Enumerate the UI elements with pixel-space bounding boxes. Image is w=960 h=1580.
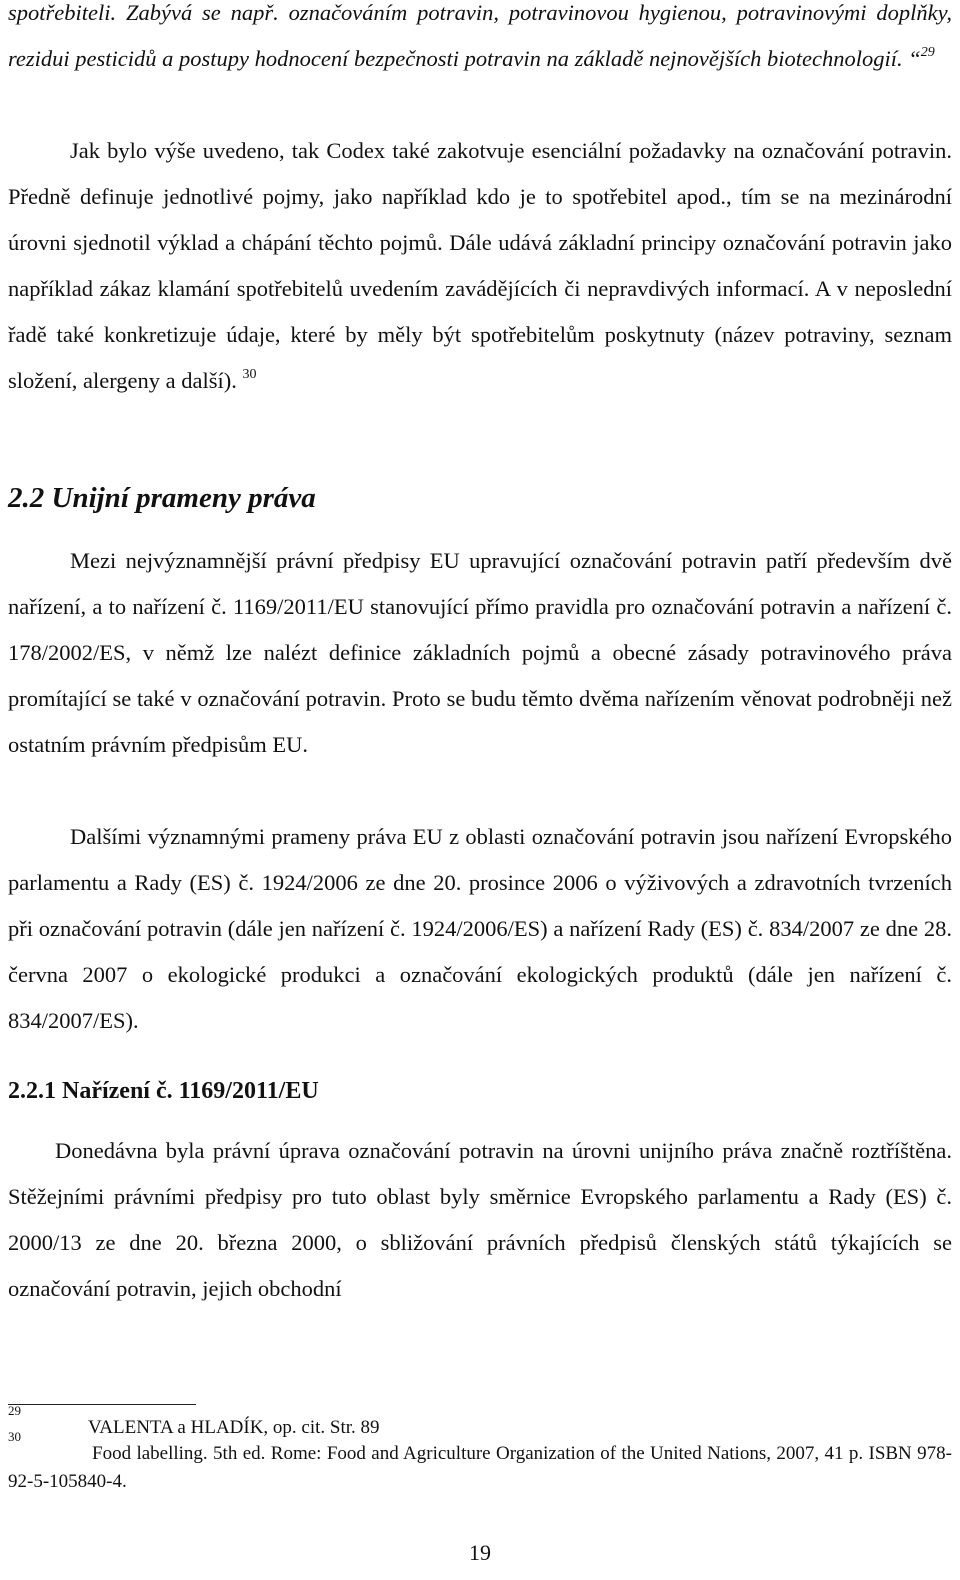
footnote-separator [8, 1404, 196, 1405]
footnote-text: Food labelling. 5th ed. Rome: Food and Agriculture Organization of the United Nations, 2007, 41 p. ISBN 978-92-5-105840-4. [8, 1443, 952, 1492]
paragraph-codex-intro [8, 0, 952, 82]
paragraph-text: Jak bylo výše uvedeno, tak Codex také zakotvuje esenciální požadavky na označování potravin. Předně definuje jednotlivé pojmy, jako například kdo je to spotřebitel apod., tím se na mezinárodní úrovni sjednotil výklad a chápání těchto pojmů. Dále udává základní principy označování potravin jako například zákaz klamání spotřebitelů uvedením zavádějících či nepravdivých informací. A v neposlední řadě také konkretizuje údaje, které by měly být spotřebitelům poskytnuty (název potraviny, seznam složení, alergeny a další). [8, 138, 952, 393]
footnote-ref-30: 30 [242, 367, 257, 382]
footnote-ref-29: 29 [920, 45, 935, 60]
paragraph-regulation-history: Donedávna byla právní úprava označování potravin na úrovni unijního práva značně roztříštěna. Stěžejními právními předpisy pro tuto oblast byly směrnice Evropského parlamentu a Rady (ES) č. 2000/13 ze dne 20. března 2000, o sbližování právních předpisů členských států týkajících se označování potravin, jejich obchodní [8, 1138, 952, 1301]
footnote-number: 29 [8, 1403, 21, 1418]
footnote-30 [8, 1429, 952, 1496]
paragraph-other-sources: Dalšími významnými prameny práva EU z oblasti označování potravin jsou nařízení Evropského parlamentu a Rady (ES) č. 1924/2006 ze dne 20. prosince 2006 o výživových a zdravotních tvrzeních při označování potravin (dále jen nařízení č. 1924/2006/ES) a nařízení Rady (ES) č. 834/2007 ze dne 28. června 2007 o ekologické produkci a označování ekologických produktů (dále jen nařízení č. 834/2007/ES). [8, 824, 952, 1033]
page-number: 19 [469, 1540, 491, 1565]
paragraph-eu-regulations: Mezi nejvýznamnější právní předpisy EU upravující označování potravin patří především dvě nařízení, a to nařízení č. 1169/2011/EU stanovující přímo pravidla pro označování potravin a nařízení č. 178/2002/ES, v němž lze nalézt definice základních pojmů a obecné zásady potravinového práva promítající se také v označování potravin. Proto se budu těmto dvěma nařízením věnovat podrobněji než ostatním právním předpisům EU. [8, 548, 952, 757]
paragraph-text: spotřebiteli. Zabývá se např. označováním potravin, potravinovou hygienou, potravinovými doplňky, rezidui pesticidů a postupy hodnocení bezpečnosti potravin na základě nejnovějších biotechnologií. “ [8, 0, 952, 71]
footnote-text: VALENTA a HLADÍK, op. cit. Str. 89 [88, 1417, 380, 1438]
section-heading-2-2-1: 2.2.1 Nařízení č. 1169/2011/EU [8, 1078, 319, 1104]
footnote-29 [8, 1403, 952, 1442]
section-heading-2-2: 2.2 Unijní prameny práva [8, 482, 316, 514]
paragraph-codex-requirements [8, 128, 952, 404]
footnote-number: 30 [8, 1429, 21, 1444]
